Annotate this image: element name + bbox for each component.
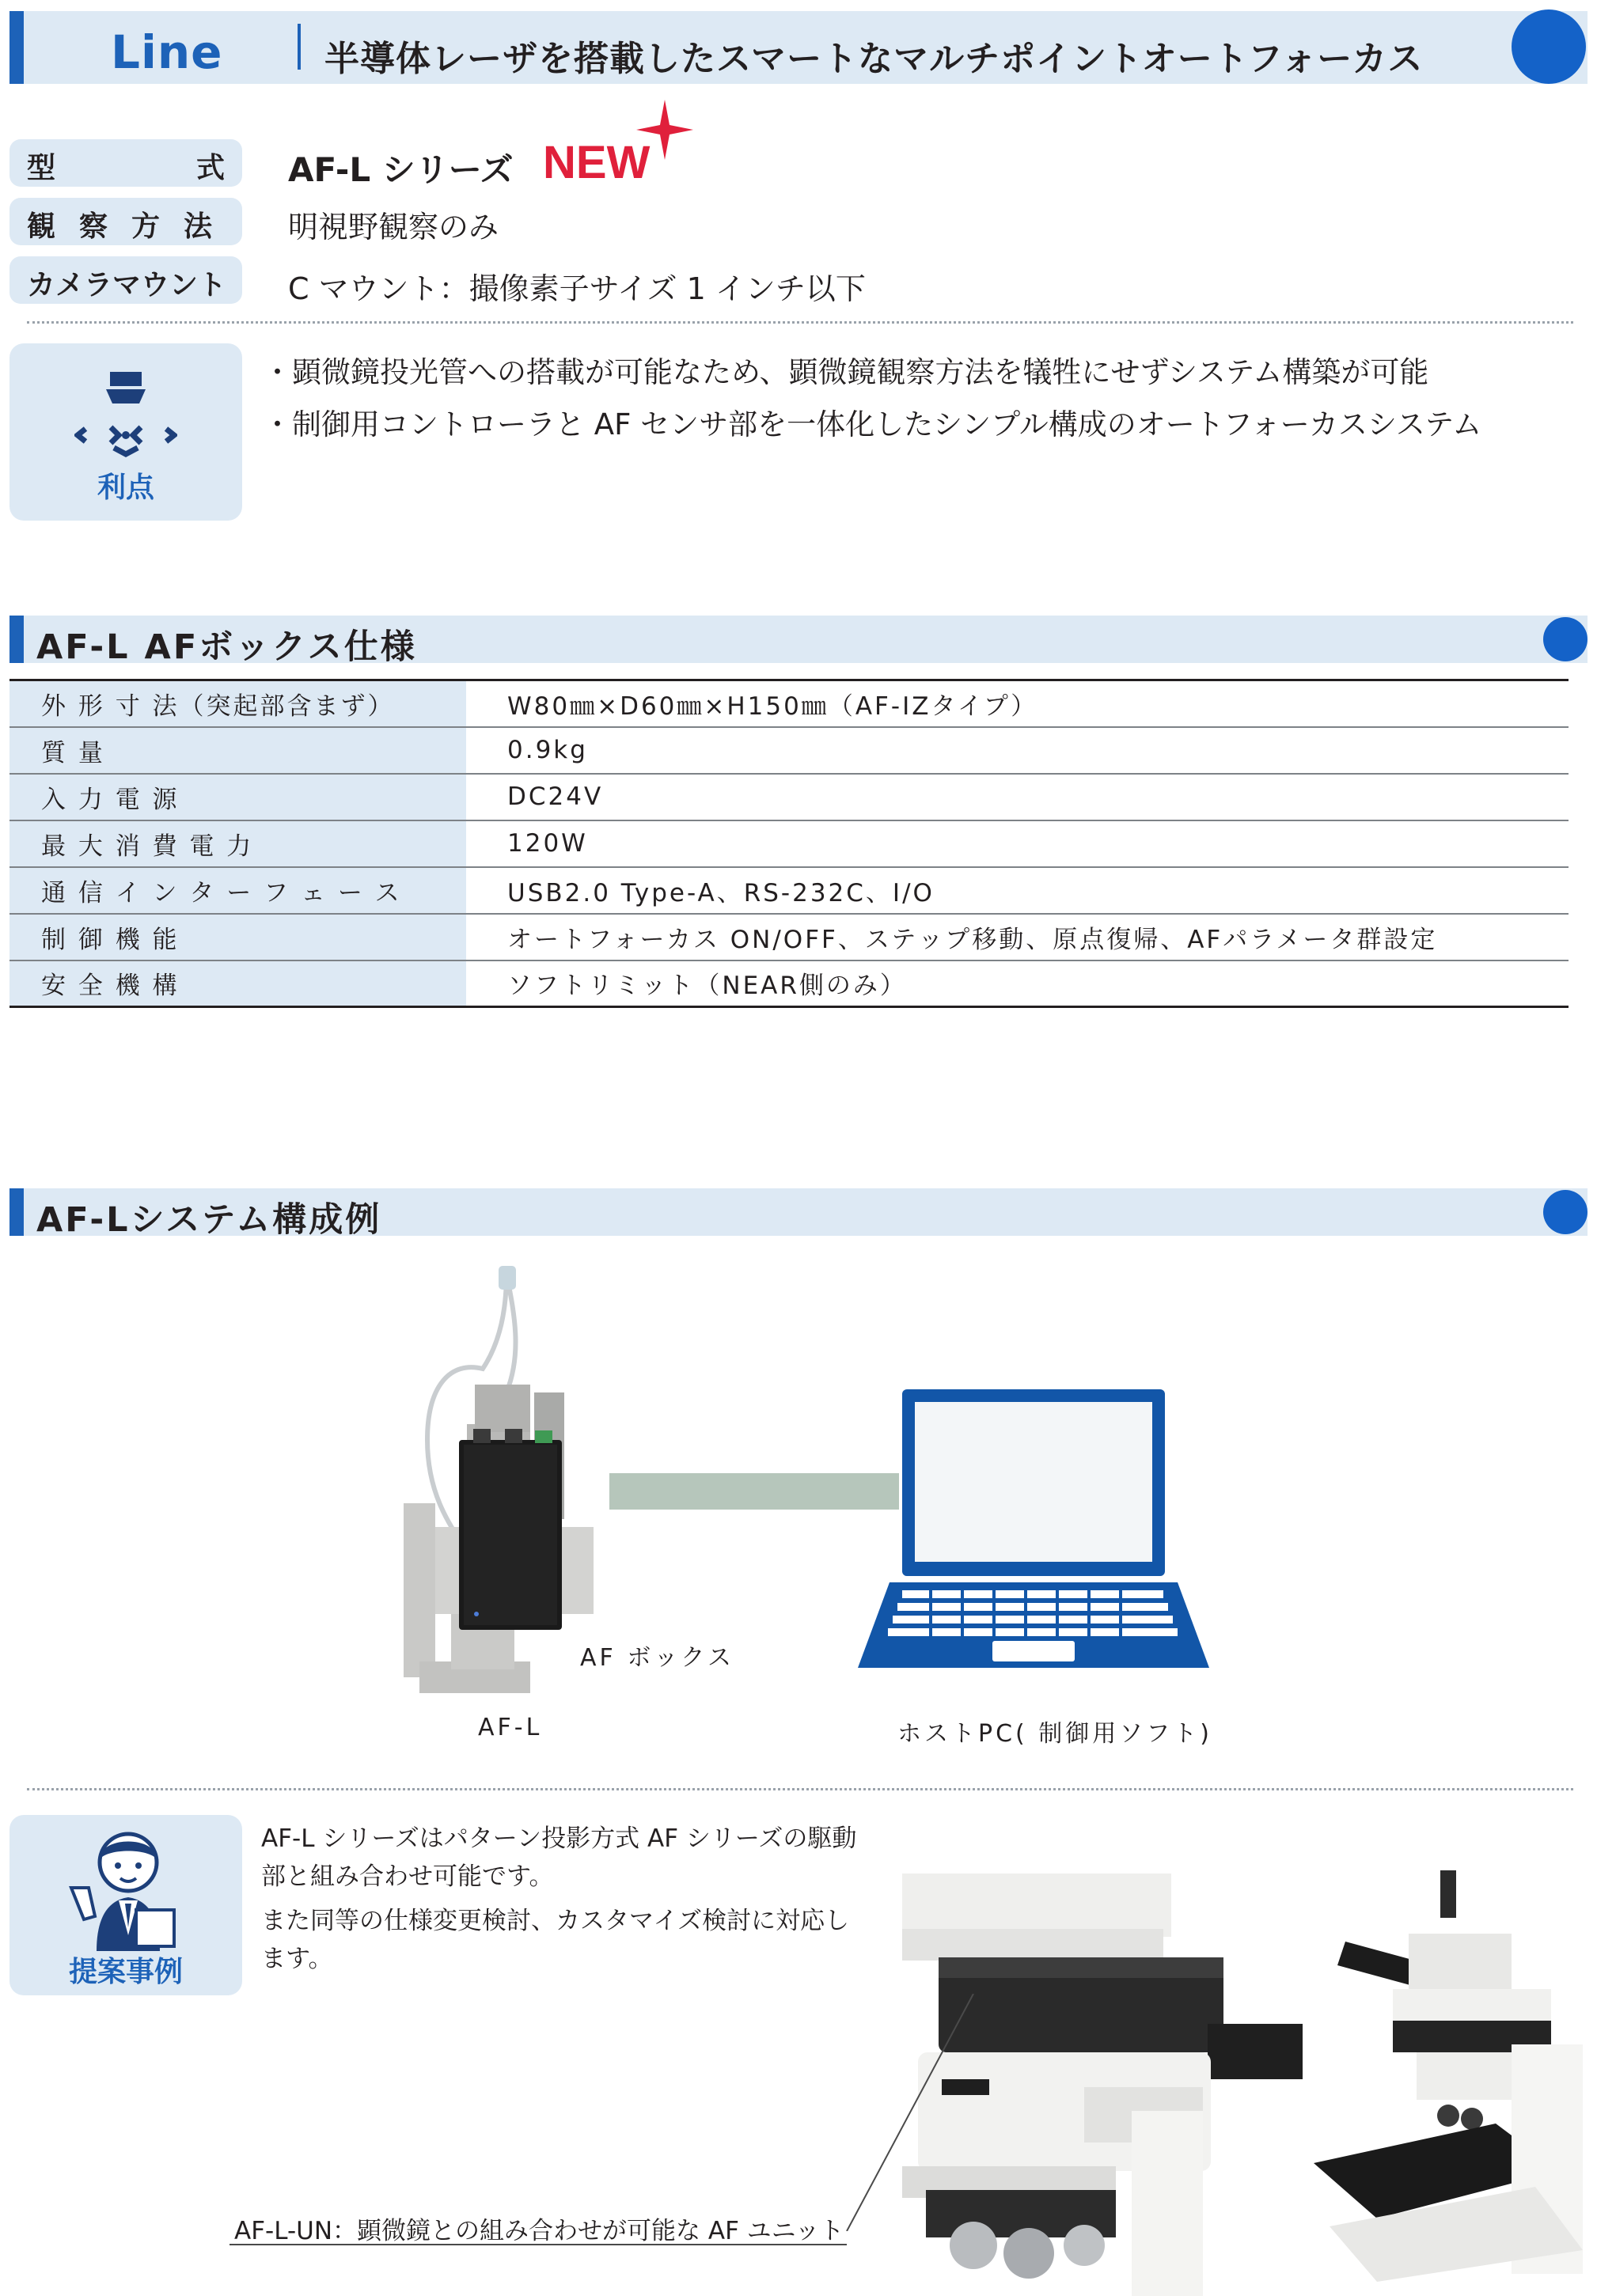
box-spec-band bbox=[9, 616, 1588, 667]
system-dot-icon bbox=[1543, 1190, 1588, 1234]
header-accent-bar bbox=[9, 11, 24, 84]
observation-value: 明視野観察のみ bbox=[288, 210, 499, 244]
spec-key: 制 御 機 能 bbox=[9, 914, 467, 960]
model-value: AF-L シリーズ bbox=[288, 150, 514, 189]
table-row bbox=[9, 774, 1569, 820]
unit-label: AF-L-UN：顕微鏡との組み合わせが可能な AF ユニット bbox=[234, 2217, 844, 2245]
sparkle-icon bbox=[636, 100, 693, 160]
spec-key: 安 全 機 構 bbox=[9, 960, 467, 1007]
divider-2 bbox=[27, 1788, 1573, 1790]
autofocus-icon bbox=[74, 372, 177, 459]
table-row bbox=[9, 727, 1569, 774]
table-row bbox=[9, 680, 1569, 727]
spec-value: オートフォーカス ON/OFF、ステップ移動、原点復帰、AFパラメータ群設定 bbox=[467, 914, 1569, 960]
proposal-paragraph-2: また同等の仕様変更検討、カスタマイズ検討に対応します。 bbox=[261, 1907, 850, 1973]
connection-band bbox=[609, 1473, 899, 1510]
advantage-caption: 利点 bbox=[97, 472, 154, 504]
label-camera-mount-text: カメラマウント bbox=[27, 269, 227, 301]
spec-value: 0.9kg bbox=[467, 727, 1569, 774]
proposal-box bbox=[9, 1815, 242, 1995]
new-badge: NEW bbox=[543, 137, 651, 188]
spec-key: 外 形 寸 法（突起部含まず） bbox=[9, 680, 467, 727]
box-spec-accent-bar bbox=[9, 616, 24, 663]
callout-line bbox=[839, 1994, 981, 2231]
label-model bbox=[9, 139, 242, 187]
camera-mount-value: C マウント：撮像素子サイズ 1 インチ以下 bbox=[288, 271, 866, 306]
spec-key: 最 大 消 費 電 力 bbox=[9, 820, 467, 867]
label-model-text-a: 型 bbox=[27, 152, 56, 184]
table-row bbox=[9, 914, 1569, 960]
af-l-device-image bbox=[388, 1266, 617, 1693]
advantage-bullet-1: ・顕微鏡投光管への搭載が可能なため、顕微鏡観察方法を犠牲にせずシステム構築が可能 bbox=[263, 355, 1429, 389]
table-row bbox=[9, 960, 1569, 1007]
spec-key: 質 量 bbox=[9, 727, 467, 774]
label-camera-mount bbox=[9, 256, 242, 304]
spec-value: ソフトリミット（NEAR側のみ） bbox=[467, 960, 1569, 1007]
proposal-caption: 提案事例 bbox=[68, 1956, 183, 1988]
system-title: AF-Lシステム構成例 bbox=[36, 1200, 382, 1240]
divider-1 bbox=[27, 321, 1573, 324]
spec-key: 入 力 電 源 bbox=[9, 774, 467, 820]
brand-label: Line bbox=[111, 25, 223, 79]
system-accent-bar bbox=[9, 1188, 24, 1236]
proposal-paragraph-1: AF-L シリーズはパターン投影方式 AF シリーズの駆動部と組み合わせ可能です。 bbox=[261, 1824, 857, 1891]
spec-table bbox=[9, 679, 1569, 1008]
microscope-full-image bbox=[1298, 1855, 1591, 2290]
af-l-label: AF-L bbox=[478, 1714, 543, 1741]
label-observation-text: 観察方法 bbox=[27, 210, 237, 243]
laptop-icon bbox=[858, 1389, 1209, 1669]
host-pc-label: ホストPC( 制御用ソフト) bbox=[897, 1720, 1212, 1748]
spec-value: USB2.0 Type-A、RS-232C、I/O bbox=[467, 867, 1569, 914]
table-row bbox=[9, 867, 1569, 914]
system-band bbox=[9, 1188, 1588, 1240]
box-spec-dot-icon bbox=[1543, 617, 1588, 661]
table-row bbox=[9, 820, 1569, 867]
spec-key: 通 信 イ ン タ ー フ ェ ー ス bbox=[9, 867, 467, 914]
spec-value: 120W bbox=[467, 820, 1569, 867]
presenter-icon bbox=[57, 1824, 199, 1951]
advantage-bullet-2: ・制御用コントローラと AF センサ部を一体化したシンプル構成のオートフォーカスシステム bbox=[263, 407, 1482, 441]
label-observation bbox=[9, 198, 242, 245]
page-title: 半導体レーザを搭載したスマートなマルチポイントオートフォーカス bbox=[324, 39, 1424, 79]
advantage-box bbox=[9, 343, 242, 521]
af-box-label: AF ボックス bbox=[580, 1644, 735, 1672]
box-spec-title: AF-L AFボックス仕様 bbox=[36, 627, 417, 667]
spec-value: W80㎜×D60㎜×H150㎜（AF-IZタイプ） bbox=[467, 680, 1569, 727]
header-dot-icon bbox=[1512, 9, 1586, 84]
label-model-text-b: 式 bbox=[195, 152, 225, 184]
spec-value: DC24V bbox=[467, 774, 1569, 820]
header-separator bbox=[298, 24, 301, 70]
header-band bbox=[9, 11, 1588, 84]
